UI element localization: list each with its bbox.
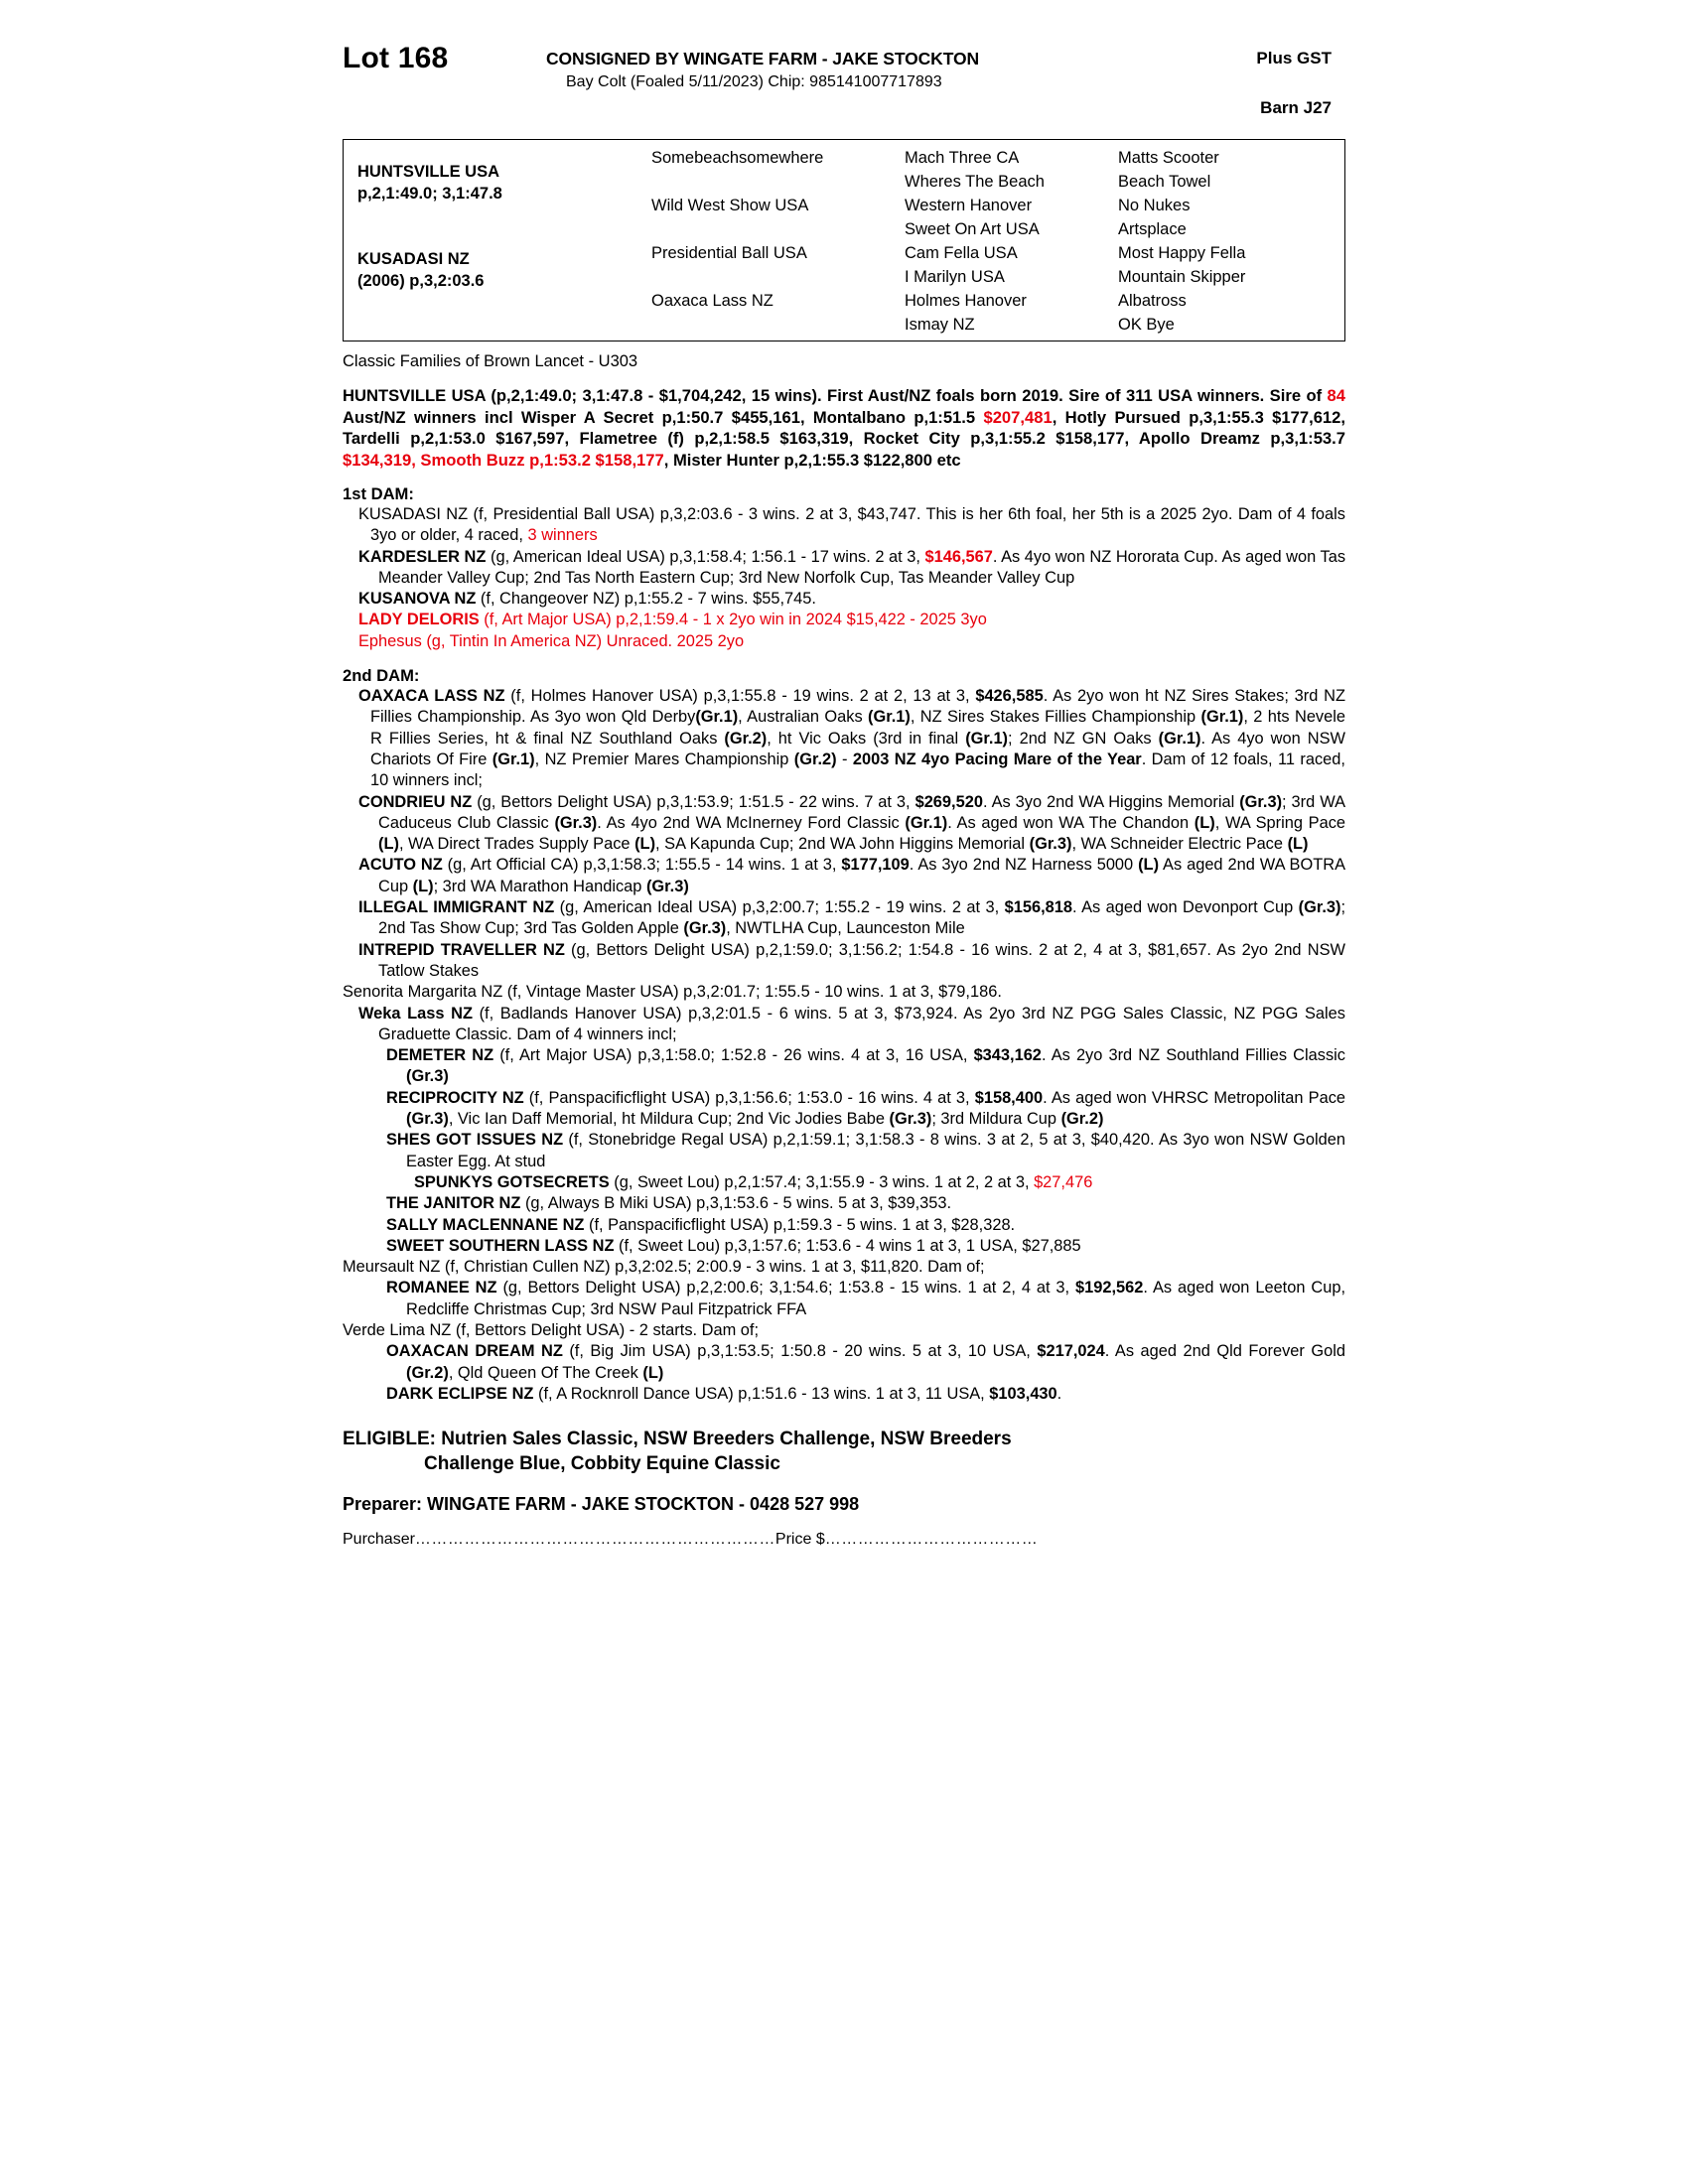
sire-text-1: HUNTSVILLE USA (p,2,1:49.0; 3,1:47.8 - $1,704,242, 15 wins). First Aust/NZ foals born 2019. Sire of 311 USA winners. Sire of (343, 386, 1328, 405)
second-dam-progeny-list (343, 792, 1345, 1406)
barn-label: Barn J27 (1260, 98, 1332, 117)
classic-family-line: Classic Families of Brown Lancet - U303 (343, 352, 638, 370)
first-dam-name: KUSADASI NZ (358, 505, 469, 523)
pedigree-cell: Mountain Skipper (1118, 268, 1246, 286)
first-dam-red: 3 winners (527, 526, 598, 545)
progeny-name: KUSANOVA NZ (358, 590, 477, 609)
progeny-detail: (g, Tintin In America NZ) Unraced. 2025 2yo (421, 631, 745, 650)
progeny-entry: SWEET SOUTHERN LASS NZ (f, Sweet Lou) p,3,1:57.6; 1:53.6 - 4 wins 1 at 3, 1 USA, $27,885 (386, 1236, 1081, 1255)
progeny-entry: ILLEGAL IMMIGRANT NZ (g, American Ideal USA) p,3,2:00.7; 1:55.2 - 19 wins. 2 at 3, $156,818. As aged won Devonport Cup (Gr.3); 2nd Tas Show Cup; 3rd Tas Golden Apple (Gr.3), NWTLHA Cup, Launceston Mile (358, 898, 1346, 938)
progeny-entry: ACUTO NZ (g, Art Official CA) p,3,1:58.3; 1:55.5 - 14 wins. 1 at 3, $177,109. As 3yo 2nd NZ Harness 5000 (L) As aged 2nd WA BOTRA Cup (L); 3rd WA Marathon Handicap (Gr.3) (358, 856, 1346, 895)
sire-paragraph (343, 385, 1345, 471)
pedigree-column-great-grandparents (905, 140, 1118, 341)
pedigree-cell: Matts Scooter (1118, 149, 1219, 167)
progeny-entry: RECIPROCITY NZ (f, Panspacificflight USA) p,3,1:56.6; 1:53.0 - 16 wins. 4 at 3, $158,400. As aged won VHRSC Metropolitan Pace (Gr.3), Vic Ian Daff Memorial, ht Mildura Cup; 2nd Vic Jodies Babe (Gr.3); 3rd Mildura Cup (Gr.2) (386, 1088, 1346, 1129)
progeny-entry: Verde Lima NZ (f, Bettors Delight USA) - 2 starts. Dam of; (343, 1320, 760, 1339)
sire-red-1: 84 (1327, 386, 1345, 405)
progeny-entry (351, 610, 1345, 630)
pedigree-cell: No Nukes (1118, 197, 1191, 214)
first-dam-progeny-list (343, 547, 1345, 652)
progeny-name: KARDESLER NZ (358, 547, 487, 566)
progeny-detail: . As 4yo won NZ Hororata Cup. As aged won Tas Meander Valley Cup; 2nd Tas North Eastern Cup; 3rd New Norfolk Cup, Tas Meander Valley Cup (378, 547, 1346, 587)
pedigree-cell: Artsplace (1118, 220, 1187, 238)
progeny-entry: SALLY MACLENNANE NZ (f, Panspacificflight USA) p,1:59.3 - 5 wins. 1 at 3, $28,328. (386, 1215, 1016, 1234)
eligible-line-2: Challenge Blue, Cobbity Equine Classic (424, 1453, 780, 1475)
dam-name: KUSADASI NZ (357, 250, 470, 268)
sire-record: p,2,1:49.0; 3,1:47.8 (357, 185, 502, 203)
pedigree-cell: Oaxaca Lass NZ (651, 292, 774, 310)
pedigree-cell: Somebeachsomewhere (651, 149, 824, 167)
progeny-detail: (g, American Ideal USA) p,3,1:58.4; 1:56.1 - 17 wins. 2 at 3, (486, 547, 925, 566)
progeny-entry: SHES GOT ISSUES NZ (f, Stonebridge Regal USA) p,2,1:59.1; 3,1:58.3 - 8 wins. 3 at 2, 5 at 3, $40,420. As 3yo won NSW Golden Easter Egg. At stud (386, 1131, 1345, 1170)
progeny-entry: Weka Lass NZ (f, Badlands Hanover USA) p,3,2:01.5 - 6 wins. 5 at 3, $73,924. As 2yo 3rd NZ PGG Sales Classic, NZ PGG Sales Graduette Classic. Dam of 4 winners incl; (358, 1004, 1345, 1043)
purchaser-label: Purchaser (343, 1531, 415, 1549)
sire-text-2: Aust/NZ winners incl Wisper A Secret p,1:50.7 $455,161, Montalbano p,1:51.5 (343, 407, 984, 427)
pedigree-cell: Wild West Show USA (651, 197, 809, 214)
pedigree-column-grandparents (651, 140, 914, 341)
sire-text-3: , Hotly Pursued p,3,1:55.3 $177,612, Tardelli p,2,1:53.0 $167,597, Flametree (f) p,2,1:58.5 $163,319, Rocket City p,3,1:55.2 $158,177, Apollo Dreamz p,3,1:53.7 (343, 407, 1345, 448)
progeny-entry (351, 631, 1345, 652)
pedigree-cell: Mach Three CA (905, 149, 1020, 167)
pedigree-table (343, 139, 1345, 341)
pedigree-column-parents (357, 140, 655, 341)
sire-name: HUNTSVILLE USA (357, 163, 500, 181)
pedigree-column-fourth-gen (1118, 140, 1336, 341)
sire-red-3: $134,319, Smooth Buzz p,1:53.2 $158,177 (343, 450, 664, 470)
dam-record: (2006) p,3,2:03.6 (357, 272, 485, 290)
price-dots-2: ………… (972, 1531, 1039, 1549)
animal-description: Bay Colt (Foaled 5/11/2023) Chip: 985141007717893 (566, 73, 942, 90)
first-dam-main (351, 504, 1345, 547)
price-label: Price $ (774, 1531, 825, 1549)
progeny-detail: (f, Art Major USA) p,2,1:59.4 - 1 x 2yo win in 2024 $15,422 - 2025 3yo (479, 611, 987, 629)
progeny-detail: $146,567 (924, 547, 993, 566)
progeny-entry (351, 547, 1345, 590)
purchaser-line (343, 1531, 1345, 1549)
progeny-name: Ephesus (358, 631, 422, 650)
lot-number: Lot 168 (343, 42, 449, 74)
pedigree-cell: Western Hanover (905, 197, 1033, 214)
pedigree-cell: OK Bye (1118, 316, 1175, 334)
progeny-entry: THE JANITOR NZ (g, Always B Miki USA) p,3,1:53.6 - 5 wins. 5 at 3, $39,353. (386, 1194, 952, 1213)
progeny-entry: SPUNKYS GOTSECRETS (g, Sweet Lou) p,2,1:57.4; 3,1:55.9 - 3 wins. 1 at 2, 2 at 3, $27,476 (414, 1172, 1093, 1191)
pedigree-cell: Holmes Hanover (905, 292, 1027, 310)
pedigree-cell: Cam Fella USA (905, 244, 1018, 262)
eligible-line-1: ELIGIBLE: Nutrien Sales Classic, NSW Breeders Challenge, NSW Breeders (343, 1429, 1012, 1450)
second-dam-main: OAXACA LASS NZ (f, Holmes Hanover USA) p,3,1:55.8 - 19 wins. 2 at 2, 13 at 3, $426,585. As 2yo won ht NZ Sires Stakes; 3rd NZ Fillies Championship. As 3yo won Qld Derby(Gr.1), Australian Oaks (Gr.1), NZ Sires Stakes Fillies Championship (Gr.1), 2 hts Nevele R Fillies Series, ht & final NZ Southland Oaks (Gr.2), ht Vic Oaks (3rd in final (Gr.1); 2nd NZ GN Oaks (Gr.1). As 4yo won NSW Chariots Of Fire (Gr.1), NZ Premier Mares Championship (Gr.2) - 2003 NZ 4yo Pacing Mare of the Year. Dam of 12 foals, 11 raced, 10 winners incl; (358, 687, 1345, 790)
consignor-line: CONSIGNED BY WINGATE FARM - JAKE STOCKTON (546, 49, 980, 68)
second-dam-heading: 2nd DAM: (343, 666, 420, 686)
page-content (343, 42, 1345, 1549)
sire-red-2: $207,481 (983, 407, 1053, 427)
progeny-entry (351, 589, 1345, 610)
progeny-entry: INTREPID TRAVELLER NZ (g, Bettors Delight USA) p,2,1:59.0; 3,1:56.2; 1:54.8 - 16 wins. 2 at 2, 4 at 3, $81,657. As 2yo 2nd NSW Tatlow Stakes (358, 940, 1345, 980)
pedigree-cell: Albatross (1118, 292, 1187, 310)
progeny-entry: DEMETER NZ (f, Art Major USA) p,3,1:58.0; 1:52.8 - 26 wins. 4 at 3, 16 USA, $343,162. As 2yo 3rd NZ Southland Fillies Classic (Gr.3) (386, 1046, 1345, 1086)
price-dots: ……………………… (824, 1531, 973, 1549)
preparer-line: Preparer: WINGATE FARM - JAKE STOCKTON - 0428 527 998 (343, 1494, 860, 1515)
progeny-entry: DARK ECLIPSE NZ (f, A Rocknroll Dance USA) p,1:51.6 - 13 wins. 1 at 3, 11 USA, $103,430. (386, 1384, 1062, 1403)
pedigree-cell: Ismay NZ (905, 316, 975, 334)
purchaser-dots: ………………………………………………………… (414, 1531, 775, 1549)
progeny-entry: Senorita Margarita NZ (f, Vintage Master USA) p,3,2:01.7; 1:55.5 - 10 wins. 1 at 3, $79,186. (343, 983, 1002, 1002)
progeny-entry: ROMANEE NZ (g, Bettors Delight USA) p,2,2:00.6; 3,1:54.6; 1:53.8 - 15 wins. 1 at 2, 4 at 3, $192,562. As aged won Leeton Cup, Redcliffe Christmas Cup; 3rd NSW Paul Fitzpatrick FFA (386, 1279, 1345, 1318)
first-dam-text: (f, Presidential Ball USA) p,3,2:03.6 - 3 wins. 2 at 3, $43,747. This is her 6th foal, her 5th is a 2025 2yo. Dam of 4 foals 3yo or older, 4 raced, (370, 505, 1345, 545)
pedigree-cell: Wheres The Beach (905, 173, 1045, 191)
eligible-block (343, 1427, 1345, 1476)
sire-text-4: , Mister Hunter p,2,1:55.3 $122,800 etc (663, 450, 961, 470)
progeny-entry: Meursault NZ (f, Christian Cullen NZ) p,3,2:02.5; 2:00.9 - 3 wins. 1 at 3, $11,820. Dam of; (343, 1258, 985, 1277)
progeny-entry: CONDRIEU NZ (g, Bettors Delight USA) p,3,1:53.9; 1:51.5 - 22 wins. 7 at 3, $269,520. As 3yo 2nd WA Higgins Memorial (Gr.3); 3rd WA Caduceus Club Classic (Gr.3). As 4yo 2nd WA McInerney Ford Classic (Gr.1). As aged won WA The Chandon (L), WA Spring Pace (L), WA Direct Trades Supply Pace (L), SA Kapunda Cup; 2nd WA John Higgins Memorial (Gr.3), WA Schneider Electric Pace (L) (358, 792, 1346, 854)
pedigree-cell: Most Happy Fella (1118, 244, 1246, 262)
pedigree-cell: Beach Towel (1118, 173, 1211, 191)
pedigree-cell: Sweet On Art USA (905, 220, 1040, 238)
progeny-entry: OAXACAN DREAM NZ (f, Big Jim USA) p,3,1:53.5; 1:50.8 - 20 wins. 5 at 3, 10 USA, $217,024. As aged 2nd Qld Forever Gold (Gr.2), Qld Queen Of The Creek (L) (386, 1342, 1345, 1382)
pedigree-cell: I Marilyn USA (905, 268, 1005, 286)
plus-gst-label: Plus GST (1256, 49, 1332, 68)
page-header (343, 42, 1345, 133)
progeny-name: LADY DELORIS (358, 611, 480, 629)
first-dam-heading: 1st DAM: (343, 484, 414, 503)
progeny-detail: (f, Changeover NZ) p,1:55.2 - 7 wins. $55,745. (476, 590, 816, 609)
pedigree-cell: Presidential Ball USA (651, 244, 807, 262)
